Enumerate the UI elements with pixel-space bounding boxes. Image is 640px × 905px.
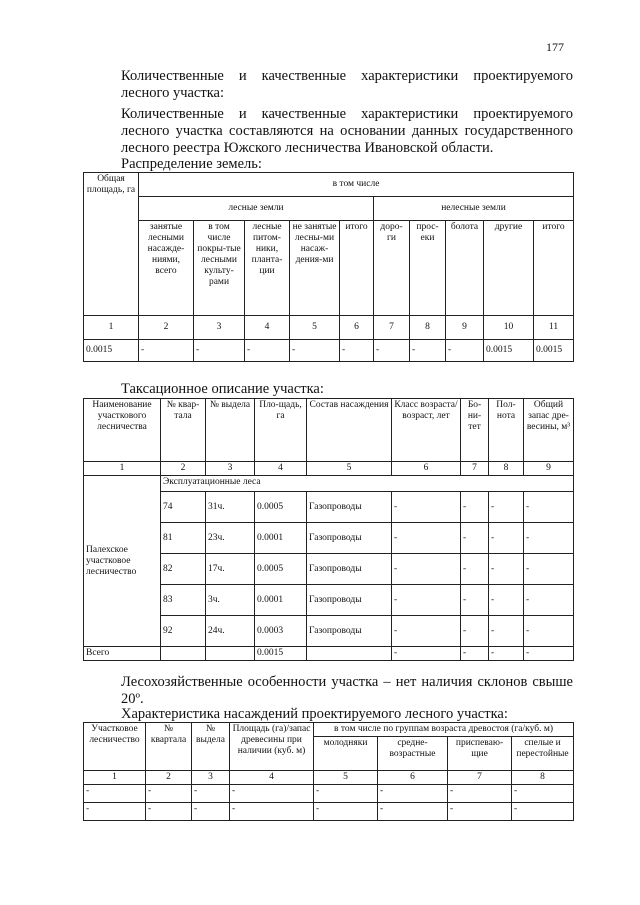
col-number: 5 [307,462,392,476]
cell: - [410,340,446,362]
cell: - [524,554,574,585]
cell: - [512,803,574,821]
cell: - [230,803,314,821]
cell: - [146,803,192,821]
cell: - [392,554,461,585]
col-number: 3 [194,316,245,340]
cell: - [461,647,489,661]
col-header: не занятые лесны-ми насаж-дения-ми [290,221,340,316]
col-number: 4 [245,316,290,340]
cell: 74 [161,492,206,523]
cell: - [392,585,461,616]
col-header: лесные питом-ники, планта-ции [245,221,290,316]
col-number: 11 [534,316,574,340]
cell: - [392,616,461,647]
header-district: Участковое лесничество [84,723,146,771]
col-number: 4 [230,771,314,785]
col-header: Класс возраста/ возраст, лет [392,399,461,462]
cell: - [192,803,230,821]
cell: 31ч. [206,492,255,523]
total-area: 0.0015 [255,647,307,661]
header-allotment: № выдела [192,723,230,771]
cell: 92 [161,616,206,647]
col-number: 1 [84,316,139,340]
col-number: 8 [512,771,574,785]
cell: - [512,785,574,803]
cell: - [245,340,290,362]
col-header: № квар-тала [161,399,206,462]
cell: - [446,340,484,362]
col-number: 1 [84,771,146,785]
cell: - [489,492,524,523]
forestry-features-text: Лесохозяйственные особенности участка – нет наличия склонов свыше 20º. [121,674,573,707]
col-number: 4 [255,462,307,476]
col-number: 2 [139,316,194,340]
cell: - [524,616,574,647]
cell: 0.0015 [484,340,534,362]
cell: - [146,785,192,803]
cell: 23ч. [206,523,255,554]
cell: - [192,785,230,803]
col-number: 5 [314,771,378,785]
cell: 0.0001 [255,585,307,616]
col-number: 3 [192,771,230,785]
col-number: 9 [446,316,484,340]
forest-category: Эксплуатационные леса [161,476,574,492]
cell: Газопроводы [307,523,392,554]
col-header: Бо-ни-тет [461,399,489,462]
col-header: приспеваю-щие [448,737,512,771]
col-number: 7 [448,771,512,785]
cell: - [139,340,194,362]
table-row [84,785,574,803]
total-label: Всего [84,647,161,661]
col-number: 8 [489,462,524,476]
col-number: 7 [374,316,410,340]
cell: - [461,523,489,554]
cell: 0.0005 [255,492,307,523]
caption-taxation: Таксационное описание участка: [121,381,324,397]
cell: - [461,554,489,585]
cell: - [84,803,146,821]
cell: 81 [161,523,206,554]
col-number: 2 [146,771,192,785]
cell [307,647,392,661]
cell: - [489,523,524,554]
cell: Газопроводы [307,492,392,523]
cell: - [489,585,524,616]
cell: 0.0005 [255,554,307,585]
intro-paragraph [83,106,573,157]
col-header: молодняки [314,737,378,771]
heading-text: Количественные и качественные характеристики проектируемого лесного участка: [121,68,573,101]
heading-characteristics [83,68,573,102]
col-header: Состав насаждения [307,399,392,462]
col-header: болота [446,221,484,316]
col-header: занятые лесными насажде-ниями, всего [139,221,194,316]
cell: Газопроводы [307,585,392,616]
cell: 0.0015 [534,340,574,362]
col-header: в том числе покры-тые лесными культу-рами [194,221,245,316]
col-header: № выдела [206,399,255,462]
col-number: 9 [524,462,574,476]
cell: 17ч. [206,554,255,585]
cell: - [489,554,524,585]
cell: - [524,647,574,661]
col-header: доро-ги [374,221,410,316]
col-number: 5 [290,316,340,340]
header-quarter: № квартала [146,723,192,771]
cell: 0.0003 [255,616,307,647]
cell: - [378,803,448,821]
cell: - [230,785,314,803]
page-number: 177 [546,40,564,54]
cell [206,647,255,661]
cell: 83 [161,585,206,616]
cell: - [84,785,146,803]
col-header: Пол-нота [489,399,524,462]
cell: - [461,585,489,616]
header-total-area: Общая площадь, га [84,173,139,316]
cell: - [314,803,378,821]
forestry-features-paragraph [83,674,573,708]
cell: - [448,785,512,803]
district-name: Палехское участковое лесничество [84,476,161,647]
col-header: итого [340,221,374,316]
header-nonforest-lands: нелесные земли [374,197,574,221]
column-numbers-row [84,316,574,340]
col-header: другие [484,221,534,316]
col-header: Наименование участкового лесничества [84,399,161,462]
col-header: итого [534,221,574,316]
stands-table [83,722,574,821]
column-headers-row [84,221,574,316]
taxation-header-row [84,399,574,462]
cell: - [392,647,461,661]
header-age-groups: в том числе по группам возраста древостоя (га/куб. м) [314,723,574,737]
col-header: средне-возрастные [378,737,448,771]
caption-land-distribution: Распределение земель: [121,156,262,172]
cell: - [314,785,378,803]
col-header: спелые и перестойные [512,737,574,771]
land-distribution-table [83,172,574,362]
cell: Газопроводы [307,616,392,647]
total-row [84,647,574,661]
taxation-table [83,398,574,661]
table-row [84,340,574,362]
intro-text: Количественные и качественные характеристики проектируемого лесного участка составляются на основании данных государственного лесного реестра Южского лесничества Ивановской области. [121,106,573,156]
header-including: в том числе [139,173,574,197]
cell: - [340,340,374,362]
cell: 82 [161,554,206,585]
col-header: Пло-щадь, га [255,399,307,462]
col-header: Общий запас дре-весины, м³ [524,399,574,462]
cell: 3ч. [206,585,255,616]
cell: - [290,340,340,362]
cell: - [524,523,574,554]
cell: - [194,340,245,362]
cell: 0.0015 [84,340,139,362]
table-row [84,803,574,821]
cell: - [378,785,448,803]
header-forest-lands: лесные земли [139,197,374,221]
cell: - [524,585,574,616]
caption-stands: Характеристика насаждений проектируемого лесного участка: [121,706,508,722]
column-numbers-row [84,771,574,785]
cell: - [524,492,574,523]
col-number: 6 [378,771,448,785]
col-number: 2 [161,462,206,476]
cell: - [448,803,512,821]
cell: - [374,340,410,362]
col-number: 10 [484,316,534,340]
cell: 0.0001 [255,523,307,554]
cell: Газопроводы [307,554,392,585]
col-number: 6 [392,462,461,476]
cell [161,647,206,661]
col-number: 1 [84,462,161,476]
col-number: 7 [461,462,489,476]
cell: - [392,523,461,554]
col-number: 8 [410,316,446,340]
cell: - [489,616,524,647]
cell: - [392,492,461,523]
col-number: 6 [340,316,374,340]
column-numbers-row [84,462,574,476]
cell: 24ч. [206,616,255,647]
cell: - [461,492,489,523]
cell: - [461,616,489,647]
header-area-stock: Площадь (га)/запас древесины при наличии (куб. м) [230,723,314,771]
col-number: 3 [206,462,255,476]
col-header: прос-еки [410,221,446,316]
cell: - [489,647,524,661]
